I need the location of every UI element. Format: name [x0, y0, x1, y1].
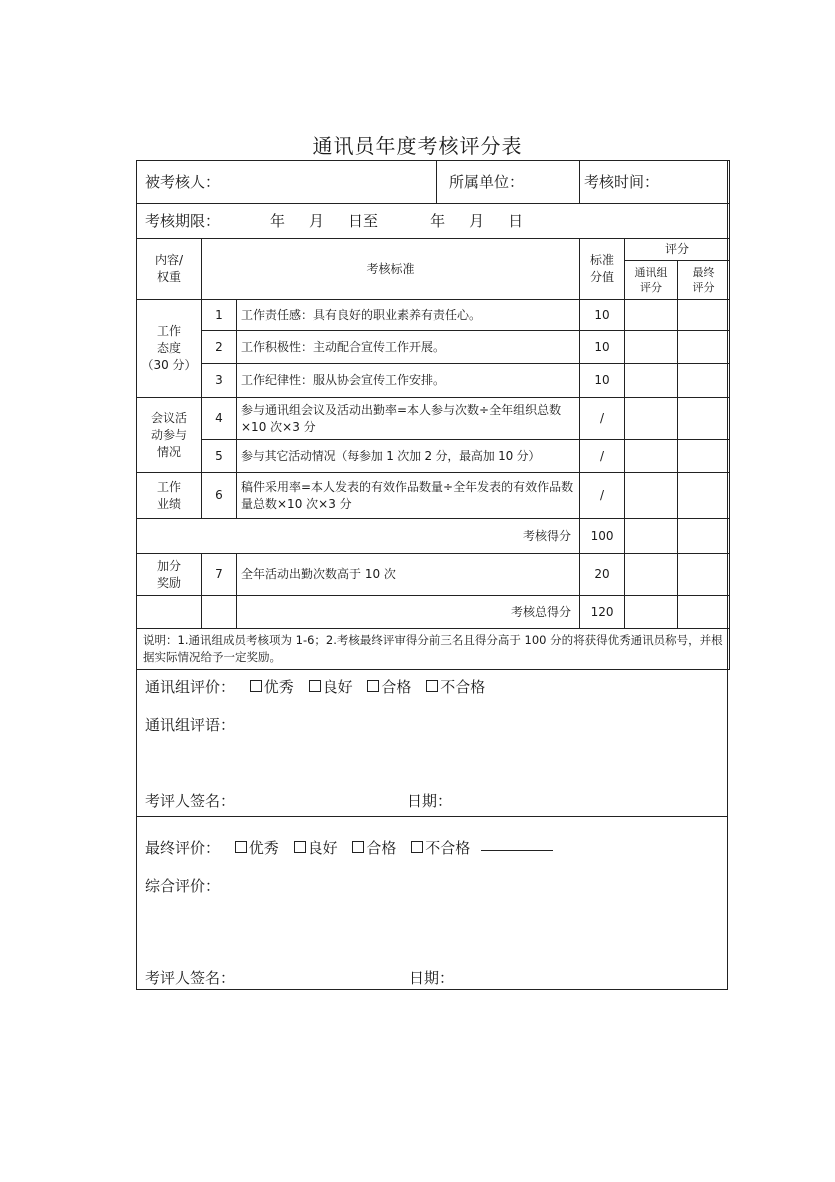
final-eval-options [145, 837, 553, 858]
standard-points: / [580, 398, 625, 440]
item-number: 1 [202, 300, 237, 331]
group-score-cell[interactable] [625, 554, 678, 596]
group-score-cell[interactable] [625, 364, 678, 398]
standard-points: / [580, 473, 625, 519]
total-row [137, 596, 730, 629]
standard-points: 10 [580, 331, 625, 364]
checkbox-pass[interactable]: 合格 [352, 839, 396, 857]
group-date-label: 日期： [407, 792, 453, 810]
item-number: 3 [202, 364, 237, 398]
period-field[interactable] [137, 204, 730, 239]
period-year-1: 年 [270, 211, 286, 230]
criterion: 参与其它活动情况（每参加 1 次加 2 分，最高加 10 分） [237, 440, 580, 473]
final-score-cell[interactable] [678, 300, 730, 331]
period-day-1: 日至 [348, 211, 379, 230]
note-text: 说明：1.通讯组成员考核项为 1-6；2.考核最终评审得分前三名且得分高于 100 分的将获得优秀通讯员称号，并根据实际情况给予一定奖励。 [137, 629, 730, 670]
criterion: 全年活动出勤次数高于 10 次 [237, 554, 580, 596]
col-final-score-header: 最终 评分 [678, 261, 730, 300]
blank-cell [202, 596, 237, 629]
group-score-cell[interactable] [625, 398, 678, 440]
other-blank-line[interactable] [481, 849, 553, 851]
category-bonus: 加分 奖励 [137, 554, 202, 596]
item-number: 4 [202, 398, 237, 440]
header-row [137, 161, 730, 204]
category-performance: 工作 业绩 [137, 473, 202, 519]
group-score-cell[interactable] [625, 596, 678, 629]
period-year-2: 年 [430, 211, 446, 230]
criterion: 稿件采用率=本人发表的有效作品数量÷全年发表的有效作品数量总数×10 次×3 分 [237, 473, 580, 519]
final-eval-label: 最终评价： [145, 839, 221, 857]
checkbox-good[interactable]: 良好 [294, 839, 338, 857]
standard-points: / [580, 440, 625, 473]
table-row [137, 398, 730, 440]
item-number: 5 [202, 440, 237, 473]
checkbox-good[interactable]: 良好 [309, 678, 353, 696]
total-label: 考核总得分 [237, 596, 580, 629]
checkbox-icon [294, 841, 306, 853]
table-row [137, 473, 730, 519]
category-meeting: 会议活 动参与 情况 [137, 398, 202, 473]
table-row [137, 331, 730, 364]
final-date-label: 日期： [409, 969, 455, 987]
group-eval-options [145, 676, 485, 697]
criterion: 工作纪律性：服从协会宣传工作安排。 [237, 364, 580, 398]
score-table [136, 160, 730, 670]
total-points: 120 [580, 596, 625, 629]
period-day-2: 日 [508, 211, 524, 230]
note-row [137, 629, 730, 670]
period-month-1: 月 [309, 211, 325, 230]
subtotal-points: 100 [580, 519, 625, 554]
subtotal-row [137, 519, 730, 554]
final-score-cell[interactable] [678, 440, 730, 473]
item-number: 6 [202, 473, 237, 519]
final-score-cell[interactable] [678, 519, 730, 554]
table-row [137, 440, 730, 473]
checkbox-icon [352, 841, 364, 853]
checkbox-icon [426, 680, 438, 692]
final-comment-label: 综合评价： [145, 877, 221, 895]
checkbox-excellent[interactable]: 优秀 [250, 678, 294, 696]
final-score-cell[interactable] [678, 398, 730, 440]
group-comment-label: 通讯组评语： [145, 716, 236, 734]
checkbox-icon [309, 680, 321, 692]
table-row [137, 364, 730, 398]
final-score-cell[interactable] [678, 473, 730, 519]
checkbox-fail[interactable]: 不合格 [411, 839, 470, 857]
table-row [137, 300, 730, 331]
criterion: 参与通讯组会议及活动出勤率=本人参与次数÷全年组织总数×10 次×3 分 [237, 398, 580, 440]
period-row [137, 204, 730, 239]
subtotal-label: 考核得分 [137, 519, 580, 554]
time-field[interactable]: 考核时间： [580, 161, 730, 204]
final-signer-label: 考评人签名： [145, 969, 236, 987]
item-number: 2 [202, 331, 237, 364]
period-month-2: 月 [469, 211, 485, 230]
group-eval-label: 通讯组评价： [145, 678, 236, 696]
assessment-form [136, 160, 728, 990]
final-evaluation-section [137, 816, 727, 988]
standard-points: 20 [580, 554, 625, 596]
col-group-score-header: 通讯组 评分 [625, 261, 678, 300]
group-score-cell[interactable] [625, 300, 678, 331]
col-points-header: 标准 分值 [580, 239, 625, 300]
group-score-cell[interactable] [625, 473, 678, 519]
final-score-cell[interactable] [678, 364, 730, 398]
column-header-row-1 [137, 239, 730, 261]
checkbox-icon [411, 841, 423, 853]
category-attitude: 工作 态度 （30 分） [137, 300, 202, 398]
assessee-field[interactable]: 被考核人： [137, 161, 437, 204]
checkbox-excellent[interactable]: 优秀 [235, 839, 279, 857]
final-score-cell[interactable] [678, 331, 730, 364]
blank-cell [137, 596, 202, 629]
group-score-cell[interactable] [625, 331, 678, 364]
standard-points: 10 [580, 364, 625, 398]
checkbox-icon [250, 680, 262, 692]
form-title: 通讯员年度考核评分表 [312, 134, 523, 158]
criterion: 工作责任感：具有良好的职业素养有责任心。 [237, 300, 580, 331]
item-number: 7 [202, 554, 237, 596]
bonus-row [137, 554, 730, 596]
final-score-cell[interactable] [678, 554, 730, 596]
unit-field[interactable]: 所属单位： [437, 161, 580, 204]
group-signer-label: 考评人签名： [145, 792, 236, 810]
checkbox-pass[interactable]: 合格 [367, 678, 411, 696]
standard-points: 10 [580, 300, 625, 331]
group-score-cell[interactable] [625, 519, 678, 554]
period-label: 考核期限： [145, 211, 221, 230]
col-score-header: 评分 [625, 239, 730, 261]
checkbox-fail[interactable]: 不合格 [426, 678, 485, 696]
col-content-header: 内容/ 权重 [137, 239, 202, 300]
group-score-cell[interactable] [625, 440, 678, 473]
final-score-cell[interactable] [678, 596, 730, 629]
checkbox-icon [235, 841, 247, 853]
col-standard-header: 考核标准 [202, 239, 580, 300]
checkbox-icon [367, 680, 379, 692]
group-evaluation-section [137, 670, 727, 816]
criterion: 工作积极性：主动配合宣传工作开展。 [237, 331, 580, 364]
